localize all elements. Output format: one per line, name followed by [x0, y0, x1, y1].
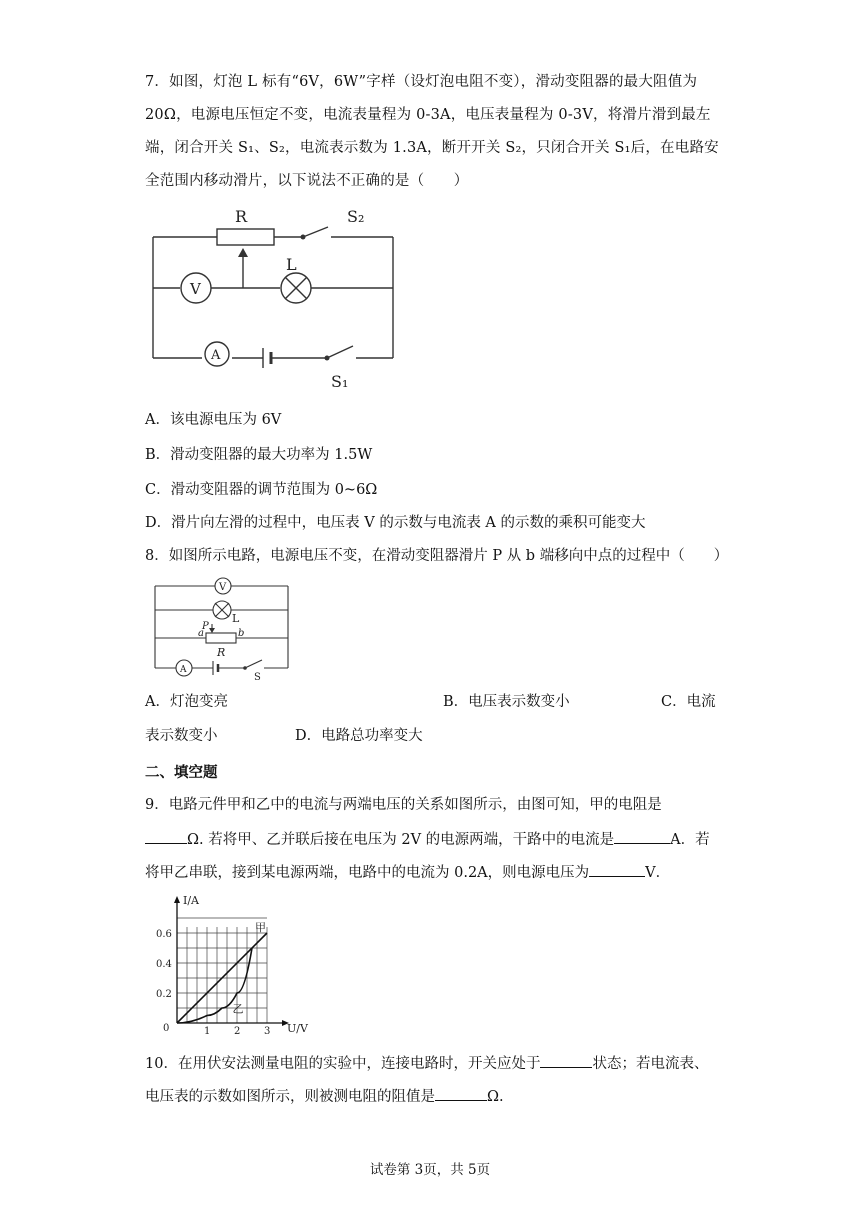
q7-option-c[interactable]: C．滑动变阻器的调节范围为 0~6Ω	[145, 482, 378, 498]
label-b: b	[238, 628, 245, 639]
q9-line3b: V．	[645, 865, 671, 881]
q7-option-a[interactable]: A．该电源电压为 6V	[145, 412, 282, 428]
label-a: a	[198, 628, 204, 639]
q8-option-d[interactable]: D．电路总功率变大	[295, 728, 423, 744]
label-V: V	[219, 582, 227, 593]
q8-option-c-part1[interactable]: C．电流	[661, 694, 716, 710]
y-tick-label: 0.4	[156, 959, 172, 970]
iv-chart	[155, 892, 315, 1042]
q9-line2	[145, 829, 710, 850]
q7-stem: 7．如图，灯泡 L 标有“6V，6W”字样（设灯泡电阻不变），滑动变阻器的最大阻值为 20Ω，电源电压恒定不变，电流表量程为 0-3A，电压表量程为 0-3V，将滑片滑到最左端，闭合开关 S₁、S₂，电流表示数为 1.3A，断开开关 S₂，只闭合开关 S₁后，在电路安全范围内移动滑片，以下说法不正确的是（ ）	[145, 74, 719, 189]
q7-circuit-diagram	[145, 200, 410, 395]
label-L: L	[232, 612, 240, 625]
origin-label: 0	[163, 1023, 170, 1034]
y-axis-arrow	[174, 896, 180, 903]
q10-line2	[145, 1086, 504, 1107]
q10-line2b: Ω.	[487, 1089, 504, 1105]
q8-option-a[interactable]: A．灯泡变亮	[145, 694, 228, 710]
q8-stem: 8．如图所示电路，电源电压不变，在滑动变阻器滑片 P 从 b 端移向中点的过程中（ ）	[145, 548, 729, 564]
q9-line3	[145, 862, 670, 883]
q8-option-b[interactable]: B．电压表示数变小	[443, 694, 570, 710]
x-axis-label: U/V	[287, 1022, 308, 1035]
q9-line1: 9．电路元件甲和乙中的电流与两端电压的关系如图所示，由图可知，甲的电阻是	[145, 797, 662, 813]
label-S: S	[254, 672, 261, 683]
slider-arrow	[238, 248, 248, 257]
q10-blank-2[interactable]	[435, 1086, 487, 1101]
y-axis-label: I/A	[183, 894, 199, 907]
q9-line2a: Ω. 若将甲、乙并联后接在电压为 2V 的电源两端，干路中的电流是	[187, 832, 615, 848]
label-P: P	[202, 621, 209, 632]
q7-option-b[interactable]: B．滑动变阻器的最大功率为 1.5W	[145, 447, 373, 463]
page-footer: 试卷第 3页，共 5页	[369, 1162, 491, 1178]
q9-line2b: A．若	[670, 832, 710, 848]
q8-option-c-part2[interactable]: 表示数变小	[145, 728, 218, 744]
label-A: A	[180, 665, 187, 675]
q9-blank-1[interactable]	[145, 829, 187, 844]
q10-line1b: 状态；若电流表、	[592, 1056, 709, 1072]
q9-blank-3[interactable]	[589, 862, 645, 877]
x-tick-label: 2	[234, 1026, 241, 1037]
y-tick-label: 0.6	[156, 929, 172, 940]
y-tick-label: 0.2	[156, 989, 172, 1000]
q10-line1	[145, 1053, 708, 1074]
label-R: R	[235, 207, 248, 226]
chart-ticks	[156, 929, 270, 1037]
x-tick-label: 1	[204, 1026, 211, 1037]
x-tick-label: 3	[264, 1026, 271, 1037]
label-L: L	[286, 255, 297, 274]
chart-axes	[174, 896, 289, 1026]
series-label: 甲	[255, 921, 266, 934]
q9-blank-2[interactable]	[614, 829, 670, 844]
q10-line1a: 10．在用伏安法测量电阻的实验中，连接电路时，开关应处于	[145, 1056, 541, 1072]
label-S1: S₁	[331, 372, 349, 391]
label-V: V	[190, 280, 201, 298]
q10-line2a: 电压表的示数如图所示，则被测电阻的阻值是	[145, 1089, 435, 1105]
label-A: A	[211, 348, 221, 363]
label-R: R	[217, 646, 226, 659]
q7-option-d[interactable]: D．滑片向左滑的过程中，电压表 V 的示数与电流表 A 的示数的乘积可能变大	[145, 515, 646, 531]
q8-circuit-diagram	[150, 572, 295, 684]
section-heading: 二、填空题	[145, 765, 218, 781]
q10-blank-1[interactable]	[540, 1053, 592, 1068]
q9-line3a: 将甲乙串联，接到某电源两端，电路中的电流为 0.2A，则电源电压为	[145, 865, 590, 881]
label-S2: S₂	[347, 207, 365, 226]
series-label: 乙	[232, 1002, 244, 1016]
